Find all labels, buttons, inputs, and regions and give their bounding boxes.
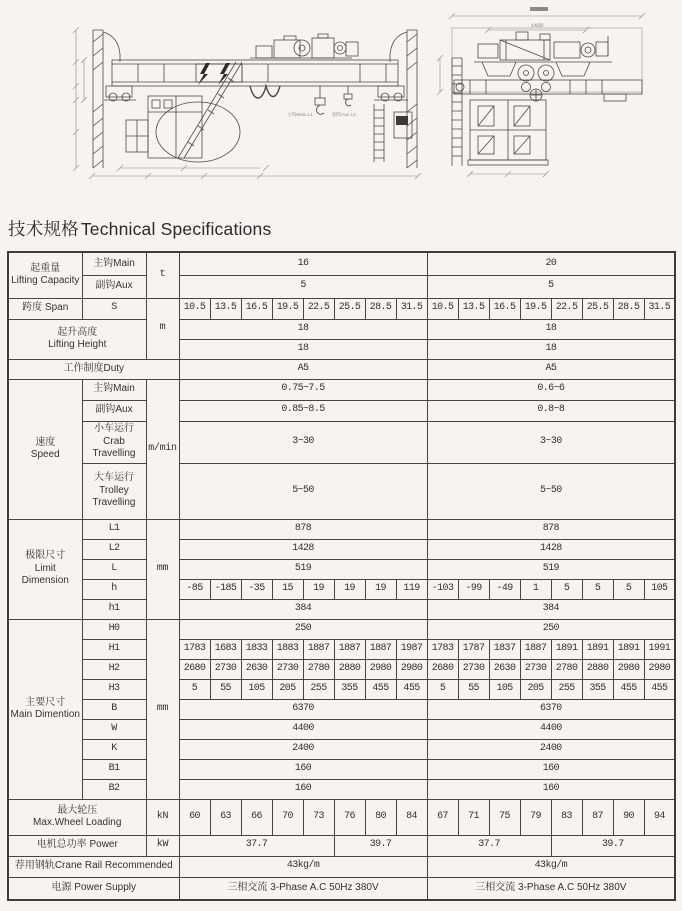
span-value: 10.5 [179,298,210,319]
table-row [8,298,675,319]
table-row [8,599,675,619]
main-dimension-label [8,619,82,799]
end-view-ladder [452,58,462,166]
main-dim-h1-value: 1787 [458,639,489,659]
main-dim-value: 160 [179,779,427,799]
main-dim-h1-value: 1987 [396,639,427,659]
lifting-height-value: 18 [427,319,675,339]
table-row [8,759,675,779]
span-value: 10.5 [427,298,458,319]
main-dim-h1-value: 1783 [179,639,210,659]
table-row [8,359,675,379]
wheel-loading-value: 80 [365,799,396,835]
main-dim-h3-value: 455 [396,679,427,699]
table-row [8,559,675,579]
main-dim-h3-value: 55 [210,679,241,699]
limit-h-value: -35 [241,579,272,599]
table-row [8,679,675,699]
limit-row-label: L1 [82,519,146,539]
main-dim-value: 250 [427,619,675,639]
speed-aux-label: 副钩Aux [82,400,146,421]
speed-value: 5~50 [427,463,675,519]
limit-value: 384 [179,599,427,619]
main-dim-h1-value: 1891 [582,639,613,659]
speed-label [8,379,82,519]
table-row [8,779,675,799]
lifting-height-value: 18 [179,319,427,339]
table-row [8,319,675,339]
speed-value: 0.8~8 [427,400,675,421]
main-dim-h2-value: 2980 [365,659,396,679]
limit-h-value: 105 [644,579,675,599]
speed-unit: m/min [146,379,179,519]
limit-h-value: 19 [303,579,334,599]
main-dim-h3-value: 355 [334,679,365,699]
lifting-height-label [8,319,146,359]
limit-h-value: 1 [520,579,551,599]
main-dim-h3-value: 255 [551,679,582,699]
gauge-dimension-label: 1428 [530,23,544,29]
span-value: 22.5 [303,298,334,319]
main-dim-label-zh: 主要尺寸 [25,696,66,708]
festoon-cable [250,86,280,98]
main-dim-value: 160 [427,759,675,779]
limit-h-value: -185 [210,579,241,599]
main-hook-label: 主钩Main L1 [287,112,313,117]
span-symbol: S [82,298,146,319]
limit-value: 1428 [427,539,675,559]
span-value: 28.5 [613,298,644,319]
technical-specifications-table [7,251,676,901]
wheel-label-en: Max.Wheel Loading [33,817,122,828]
limit-h-value: -85 [179,579,210,599]
power-value: 37.7 [427,835,551,856]
limit-h-value: 15 [272,579,303,599]
table-row [8,619,675,639]
main-dim-h2-value: 2780 [303,659,334,679]
hoist-trolley-end [474,32,612,101]
capacity-label [8,252,82,298]
rail-value: 43kg/m [427,856,675,877]
main-dim-value: 6370 [179,699,427,719]
power-supply-label: 电源 Power Supply [8,877,179,900]
wheel-loading-value: 63 [210,799,241,835]
limit-unit: mm [146,519,179,619]
limit-row-label: h [82,579,146,599]
limit-h-value: 119 [396,579,427,599]
main-dim-h2-value: 2680 [179,659,210,679]
main-dim-h1-value: 1887 [303,639,334,659]
main-dim-row-label: H3 [82,679,146,699]
left-end-truck [106,86,132,101]
capacity-aux-label: 副钩Aux [82,275,146,298]
cab-end-view [468,100,548,165]
main-dim-h3-value: 105 [241,679,272,699]
span-value: 28.5 [365,298,396,319]
speed-main-label: 主钩Main [82,379,146,400]
table-row [8,856,675,877]
span-value: 16.5 [489,298,520,319]
main-dim-value: 4400 [427,719,675,739]
duty-value: A5 [427,359,675,379]
span-value: 19.5 [272,298,303,319]
limit-value: 519 [427,559,675,579]
power-value: 39.7 [551,835,675,856]
power-label: 电机总功率 Power [8,835,146,856]
wheel-loading-value: 71 [458,799,489,835]
limit-row-label: L2 [82,539,146,559]
span-unit: m [146,298,179,359]
speed-value: 3~30 [427,421,675,463]
main-dim-value: 2400 [427,739,675,759]
wheel-loading-value: 84 [396,799,427,835]
main-dim-value: 4400 [179,719,427,739]
capacity-label-zh: 起重量 [30,262,61,274]
limit-row-label: h1 [82,599,146,619]
main-dim-value: 250 [179,619,427,639]
speed-trolley-label: 大车运行 Trolley Travelling [82,463,146,519]
main-dim-h2-value: 2780 [551,659,582,679]
span-value: 25.5 [334,298,365,319]
speed-value: 0.6~6 [427,379,675,400]
speed-value: 0.75~7.5 [179,379,427,400]
span-value: 25.5 [582,298,613,319]
main-dim-h1-value: 1891 [613,639,644,659]
lifting-height-value: 18 [427,339,675,359]
main-dim-h3-value: 5 [427,679,458,699]
limit-value: 1428 [179,539,427,559]
lifting-height-label-zh: 起升高度 [57,326,98,338]
wheel-label-zh: 最大轮压 [57,804,98,816]
main-dim-h1-value: 1887 [520,639,551,659]
main-dim-row-label: H1 [82,639,146,659]
span-label: 跨度 Span [8,298,82,319]
crane-front-view [73,27,421,179]
main-hook [315,86,325,114]
capacity-main-label: 主钩Main [82,252,146,275]
main-dim-row-label: B1 [82,759,146,779]
main-dim-h3-value: 455 [644,679,675,699]
table-row [8,799,675,835]
table-row [8,739,675,759]
span-value: 13.5 [210,298,241,319]
main-dim-h3-value: 205 [272,679,303,699]
wall-ladder [374,104,412,162]
main-dim-h1-value: 1833 [241,639,272,659]
main-dim-h3-value: 5 [179,679,210,699]
main-dim-h2-value: 2730 [210,659,241,679]
main-dim-h2-value: 2980 [613,659,644,679]
main-dim-h3-value: 255 [303,679,334,699]
main-dim-h2-value: 2980 [644,659,675,679]
main-dim-value: 160 [179,759,427,779]
limit-value: 384 [427,599,675,619]
limit-value: 878 [427,519,675,539]
main-dim-value: 160 [427,779,675,799]
lifting-height-value: 18 [179,339,427,359]
main-dim-h1-value: 1883 [272,639,303,659]
operator-cab [126,96,202,158]
lifting-height-label-en: Lifting Height [48,339,107,350]
power-unit: kW [146,835,179,856]
rail-value: 43kg/m [179,856,427,877]
capacity-aux-value: 5 [179,275,427,298]
wheel-loading-value: 83 [551,799,582,835]
capacity-main-value: 20 [427,252,675,275]
main-dim-h2-value: 2680 [427,659,458,679]
limit-row-label: L [82,559,146,579]
main-dim-h1-value: 1887 [334,639,365,659]
wheel-loading-label [8,799,146,835]
page-title-en: Technical Specifications [80,219,272,239]
aux-hook-label: 副钩Aux L2 [332,112,356,117]
limit-label-zh: 极限尺寸 [25,550,66,562]
main-dim-h3-value: 55 [458,679,489,699]
table-row [8,275,675,298]
limit-value: 878 [179,519,427,539]
speed-value: 5~50 [179,463,427,519]
capacity-label-en: Lifting Capacity [11,275,80,287]
right-end-truck [378,86,404,101]
dimension-lines-front [73,27,421,179]
main-dim-h3-value: 205 [520,679,551,699]
span-value: 22.5 [551,298,582,319]
main-dim-unit: mm [146,619,179,799]
main-dim-h1-value: 1783 [427,639,458,659]
table-row [8,421,675,463]
main-dim-h1-value: 1837 [489,639,520,659]
power-supply-value: 三相交流 3-Phase A.C 50Hz 380V [179,877,427,900]
crane-drawing-svg [0,0,682,206]
main-dim-h2-value: 2880 [334,659,365,679]
main-dim-h3-value: 105 [489,679,520,699]
table-row [8,579,675,599]
main-dim-value: 2400 [179,739,427,759]
span-value: 13.5 [458,298,489,319]
main-dim-h3-value: 455 [365,679,396,699]
table-row [8,719,675,739]
main-dim-h2-value: 2630 [241,659,272,679]
wheel-loading-value: 67 [427,799,458,835]
span-value: 16.5 [241,298,272,319]
main-dim-label-en: Main Dimention [10,709,80,720]
span-value: 31.5 [644,298,675,319]
main-dim-row-label: B2 [82,779,146,799]
wheel-loading-value: 79 [520,799,551,835]
capacity-aux-value: 5 [427,275,675,298]
limit-h-value: -99 [458,579,489,599]
stairs [178,62,242,158]
limit-h-value: -103 [427,579,458,599]
duty-label: 工作制度Duty [8,359,179,379]
wheel-loading-value: 66 [241,799,272,835]
main-dim-h1-value: 1891 [551,639,582,659]
main-dim-row-label: W [82,719,146,739]
wheel-loading-value: 70 [272,799,303,835]
span-value: 19.5 [520,298,551,319]
main-dim-h2-value: 2980 [396,659,427,679]
table-row [8,877,675,900]
aux-hook [344,86,352,106]
speed-label-zh: 速度 [35,436,56,448]
wheel-loading-value: 60 [179,799,210,835]
speed-value: 0.85~8.5 [179,400,427,421]
main-dim-row-label: H2 [82,659,146,679]
main-dim-h1-value: 1887 [365,639,396,659]
wheel-loading-value: 87 [582,799,613,835]
table-row [8,835,675,856]
table-row [8,699,675,719]
wheel-loading-value: 73 [303,799,334,835]
page-title-zh: 技术规格 [8,219,79,239]
main-dim-h2-value: 2730 [272,659,303,679]
limit-dimension-label [8,519,82,619]
main-dim-h3-value: 455 [613,679,644,699]
crane-technical-drawing [0,0,682,206]
right-wall [374,30,417,168]
wheel-loading-value: 76 [334,799,365,835]
main-dim-row-label: B [82,699,146,719]
main-dim-row-label: K [82,739,146,759]
main-dim-h2-value: 2730 [520,659,551,679]
table-row [8,463,675,519]
limit-h-value: 5 [582,579,613,599]
limit-h-value: -49 [489,579,520,599]
limit-h-value: 19 [334,579,365,599]
limit-h-value: 19 [365,579,396,599]
main-dim-h2-value: 2730 [458,659,489,679]
capacity-main-value: 16 [179,252,427,275]
clearance-ellipse [156,102,240,162]
span-value: 31.5 [396,298,427,319]
limit-label-en: Limit Dimension [21,562,69,587]
page-title [8,216,682,241]
table-row [8,252,675,275]
crab-trolley [250,34,358,58]
main-dim-h2-value: 2630 [489,659,520,679]
power-value: 39.7 [334,835,427,856]
capacity-unit: t [146,252,179,298]
power-value: 37.7 [179,835,334,856]
main-dim-value: 6370 [427,699,675,719]
main-dim-row-label: H0 [82,619,146,639]
rail-label: 荐用钢轨Crane Rail Recommended [8,856,179,877]
limit-value: 519 [179,559,427,579]
table-row [8,539,675,559]
table-row [8,379,675,400]
main-dim-h3-value: 355 [582,679,613,699]
table-row [8,659,675,679]
table-row [8,639,675,659]
main-dim-h1-value: 1683 [210,639,241,659]
speed-crab-label: 小车运行Crab Travelling [82,421,146,463]
duty-value: A5 [179,359,427,379]
limit-h-value: 5 [613,579,644,599]
wheel-loading-value: 94 [644,799,675,835]
wheel-loading-value: 90 [613,799,644,835]
bridge-girder [112,60,398,86]
table-row [8,400,675,421]
limit-h-value: 5 [551,579,582,599]
main-dim-h1-value: 1991 [644,639,675,659]
wheel-loading-value: 75 [489,799,520,835]
crane-end-view [437,7,645,177]
power-supply-value: 三相交流 3-Phase A.C 50Hz 380V [427,877,675,900]
wheel-loading-unit: kN [146,799,179,835]
speed-value: 3~30 [179,421,427,463]
table-row [8,519,675,539]
main-dim-h2-value: 2880 [582,659,613,679]
speed-label-en: Speed [30,449,60,460]
